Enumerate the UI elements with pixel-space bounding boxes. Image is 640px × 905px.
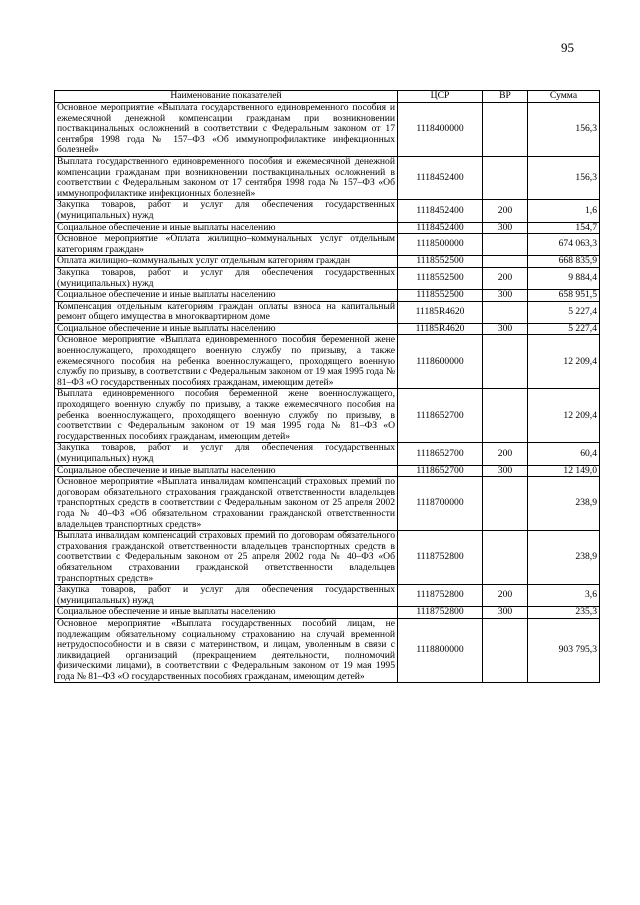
row-vr: 300: [483, 465, 528, 477]
row-name: Основное мероприятие «Выплата инвалидам компенсаций страховых премий по договорам обязательного страхования гражданской ответственности владельцев транспортных средств в соответствии с Федеральным законом от 25 апреля 2002 года № 40–ФЗ «Об обязательном страховании гражданской ответственности владельцев транспортных средств»: [55, 477, 398, 531]
row-vr: [483, 156, 528, 199]
row-name: Закупка товаров, работ и услуг для обеспечения государственных (муниципальных) нужд: [55, 585, 398, 607]
row-sum: 60,4: [528, 443, 600, 465]
row-vr: 200: [483, 267, 528, 289]
row-vr: [483, 256, 528, 268]
table-row: [55, 607, 600, 619]
row-sum: 156,3: [528, 103, 600, 157]
row-sum: 9 884,4: [528, 267, 600, 289]
row-sum: 238,9: [528, 477, 600, 531]
table-row: [55, 477, 600, 531]
row-vr: [483, 335, 528, 389]
row-name: Закупка товаров, работ и услуг для обеспечения государственных (муниципальных) нужд: [55, 443, 398, 465]
row-csr: 1118800000: [398, 618, 483, 683]
row-sum: 5 227,4: [528, 301, 600, 323]
row-vr: 200: [483, 585, 528, 607]
header-sum: Сумма: [528, 91, 600, 103]
table-row: [55, 465, 600, 477]
row-csr: 1118652700: [398, 389, 483, 443]
row-name: Социальное обеспечение и иные выплаты населению: [55, 290, 398, 302]
row-name: Выплата инвалидам компенсаций страховых премий по договорам обязательного страхования гражданской ответственности владельцев транспортных средств в соответствии с Федеральным законом от 25 апреля 2002 года № 40–ФЗ «Об обязательном страховании гражданской ответственности владельцев транспортных средств»: [55, 531, 398, 585]
row-csr: 1118752800: [398, 585, 483, 607]
table-row: [55, 443, 600, 465]
row-name: Основное мероприятие «Выплата государственных пособий лицам, не подлежащим обязательному социальному страхованию на случай временной нетрудоспособности и в связи с материнством, и лицам, уволенным в связи с ликвидацией организаций (прекращением деятельности, полномочий физическими лицами), в соответствии с Федеральным законом от 19 мая 1995 года № 81–ФЗ «О государственных пособиях гражданам, имеющим детей»: [55, 618, 398, 683]
table-row: [55, 585, 600, 607]
row-name: Выплата государственного единовременного пособия и ежемесячной денежной компенсации гражданам при возникновении поствакцинальных осложнений в соответствии с Федеральным законом от 17 сентября 1998 года № 157–ФЗ «Об иммунопрофилактике инфекционных болезней»: [55, 156, 398, 199]
header-vr: ВР: [483, 91, 528, 103]
row-sum: 903 795,3: [528, 618, 600, 683]
row-vr: 300: [483, 607, 528, 619]
row-vr: [483, 301, 528, 323]
row-vr: [483, 103, 528, 157]
row-name: Социальное обеспечение и иные выплаты населению: [55, 323, 398, 335]
table-row: [55, 156, 600, 199]
row-name: Основное мероприятие «Оплата жилищно–коммунальных услуг отдельным категориям граждан»: [55, 234, 398, 256]
row-sum: 12 149,0: [528, 465, 600, 477]
row-name: Оплата жилищно–коммунальных услуг отдельным категориям граждан: [55, 256, 398, 268]
row-name: Социальное обеспечение и иные выплаты населению: [55, 465, 398, 477]
row-sum: 12 209,4: [528, 335, 600, 389]
table-header-row: [55, 91, 600, 103]
row-sum: 12 209,4: [528, 389, 600, 443]
header-name: Наименование показателей: [55, 91, 398, 103]
row-vr: [483, 618, 528, 683]
row-csr: 1118500000: [398, 234, 483, 256]
table-row: [55, 531, 600, 585]
row-csr: 1118552500: [398, 267, 483, 289]
row-vr: 300: [483, 222, 528, 234]
row-sum: 154,7: [528, 222, 600, 234]
row-vr: 200: [483, 443, 528, 465]
row-csr: 1118652700: [398, 443, 483, 465]
table-row: [55, 301, 600, 323]
budget-table: [54, 90, 600, 683]
table-row: [55, 290, 600, 302]
row-csr: 11185R4620: [398, 301, 483, 323]
table-row: [55, 256, 600, 268]
row-csr: 1118552500: [398, 290, 483, 302]
row-sum: 3,6: [528, 585, 600, 607]
table-row: [55, 618, 600, 683]
row-sum: 235,3: [528, 607, 600, 619]
row-sum: 5 227,4: [528, 323, 600, 335]
row-csr: 1118652700: [398, 465, 483, 477]
row-csr: 1118552500: [398, 256, 483, 268]
row-sum: 156,3: [528, 156, 600, 199]
row-sum: 658 951,5: [528, 290, 600, 302]
table-row: [55, 389, 600, 443]
page-number: 95: [561, 40, 574, 55]
row-sum: 668 835,9: [528, 256, 600, 268]
table-row: [55, 103, 600, 157]
row-csr: 1118752800: [398, 607, 483, 619]
table-row: [55, 200, 600, 222]
header-csr: ЦСР: [398, 91, 483, 103]
row-vr: [483, 234, 528, 256]
row-csr: 1118600000: [398, 335, 483, 389]
row-csr: 1118452400: [398, 200, 483, 222]
row-csr: 1118400000: [398, 103, 483, 157]
row-csr: 1118452400: [398, 222, 483, 234]
row-vr: 200: [483, 200, 528, 222]
row-sum: 1,6: [528, 200, 600, 222]
row-csr: 1118452400: [398, 156, 483, 199]
row-name: Социальное обеспечение и иные выплаты населению: [55, 607, 398, 619]
row-sum: 238,9: [528, 531, 600, 585]
row-vr: [483, 477, 528, 531]
row-name: Закупка товаров, работ и услуг для обеспечения государственных (муниципальных) нужд: [55, 200, 398, 222]
row-name: Основное мероприятие «Выплата государственного единовременного пособия и ежемесячной денежной компенсации гражданам при возникновении поствакцинальных осложнений в соответствии с Федеральным законом от 17 сентября 1998 года № 157–ФЗ «Об иммунопрофилактике инфекционных болезней»: [55, 103, 398, 157]
table-row: [55, 323, 600, 335]
row-name: Выплата единовременного пособия беременной жене военнослужащего, проходящего военную службу по призыву, а также ежемесячного пособия на ребенка военнослужащего, проходящего военную службу по призыву, в соответствии с Федеральным законом от 19 мая 1995 года № 81–ФЗ «О государственных пособиях гражданам, имеющим детей»: [55, 389, 398, 443]
row-csr: 11185R4620: [398, 323, 483, 335]
row-csr: 1118752800: [398, 531, 483, 585]
row-vr: [483, 531, 528, 585]
row-vr: 300: [483, 290, 528, 302]
row-name: Закупка товаров, работ и услуг для обеспечения государственных (муниципальных) нужд: [55, 267, 398, 289]
row-vr: 300: [483, 323, 528, 335]
row-name: Компенсация отдельным категориям граждан оплаты взноса на капитальный ремонт общего имущества в многоквартирном доме: [55, 301, 398, 323]
row-name: Социальное обеспечение и иные выплаты населению: [55, 222, 398, 234]
row-csr: 1118700000: [398, 477, 483, 531]
row-sum: 674 063,3: [528, 234, 600, 256]
table-row: [55, 222, 600, 234]
table-row: [55, 335, 600, 389]
table-row: [55, 267, 600, 289]
row-name: Основное мероприятие «Выплата единовременного пособия беременной жене военнослужащего, проходящего военную службу по призыву, а также ежемесячного пособия на ребенка военнослужащего, проходящего военную службу по призыву, в соответствии с Федеральным законом от 19 мая 1995 года № 81–ФЗ «О государственных пособиях гражданам, имеющим детей»: [55, 335, 398, 389]
row-vr: [483, 389, 528, 443]
table-row: [55, 234, 600, 256]
